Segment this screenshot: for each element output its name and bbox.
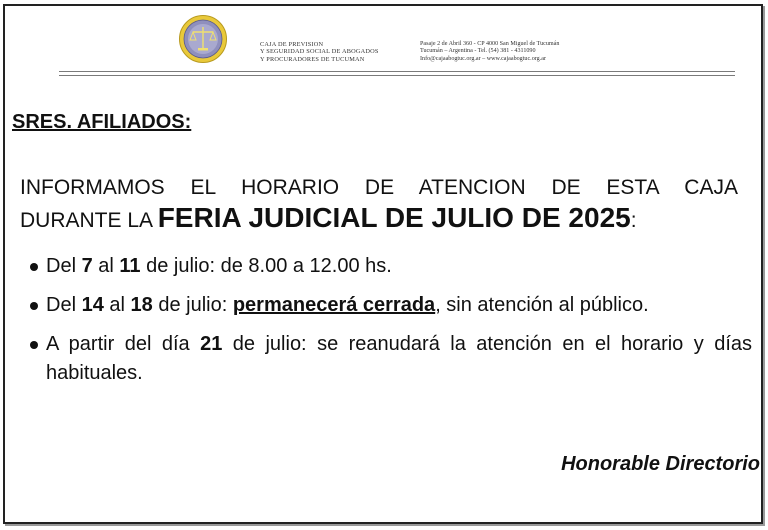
item-text: de julio: (152, 294, 233, 316)
resume-date: 21 (200, 333, 223, 355)
date-start: 14 (81, 294, 104, 316)
intro-line-2-suffix: : (630, 209, 637, 232)
intro-paragraph (20, 173, 738, 236)
list-item (30, 330, 752, 388)
org-line: Y SEGURIDAD SOCIAL DE ABOGADOS (260, 48, 379, 56)
address-line: Info@cajaabogtuc.org.ar – www.cajaabogtuc.org.ar (420, 55, 546, 62)
bullet-icon (30, 302, 38, 310)
signature: Honorable Directorio (561, 453, 760, 475)
date-end: 18 (130, 294, 153, 316)
date-start: 7 (81, 255, 93, 277)
item-text: de julio: se reanudará la atención en el horario y días habituales. (46, 333, 752, 384)
address-line: Tucumán – Argentina - Tel. (54) 381 - 4311090 (420, 48, 536, 55)
item-text: al (103, 294, 131, 316)
feria-judicial-title: FERIA JUDICIAL DE JULIO DE 2025 (157, 202, 631, 233)
scales-of-justice-seal-icon (178, 14, 228, 64)
item-text: Del (46, 294, 82, 316)
date-end: 11 (119, 255, 141, 277)
org-line: CAJA DE PREVISION (260, 41, 324, 48)
bullet-icon (30, 263, 38, 271)
org-line: Y PROCURADORES DE TUCUMAN (260, 55, 365, 63)
bullet-icon (30, 341, 38, 349)
salutation-heading: SRES. AFILIADOS: (12, 111, 192, 133)
organization-address (420, 41, 559, 63)
schedule-list (30, 252, 752, 398)
list-item (30, 252, 752, 281)
intro-line-2-prefix: DURANTE LA (20, 209, 158, 232)
address-line: Pasaje 2 de Abril 360 - CP 4000 San Miguel de Tucumán (420, 41, 560, 47)
intro-line-1: INFORMAMOS EL HORARIO DE ATENCION DE ESTA CAJA (20, 176, 738, 199)
list-item (30, 291, 752, 320)
item-text: A partir del día (46, 333, 201, 355)
letterhead-divider (59, 71, 735, 76)
item-text: de julio: de 8.00 a 12.00 hs. (140, 255, 392, 277)
item-text: Del (46, 255, 82, 277)
item-text: al (92, 255, 120, 277)
item-text: , sin atención al público. (435, 294, 649, 316)
closed-notice: permanecerá cerrada (232, 294, 436, 316)
organization-name (260, 41, 379, 63)
